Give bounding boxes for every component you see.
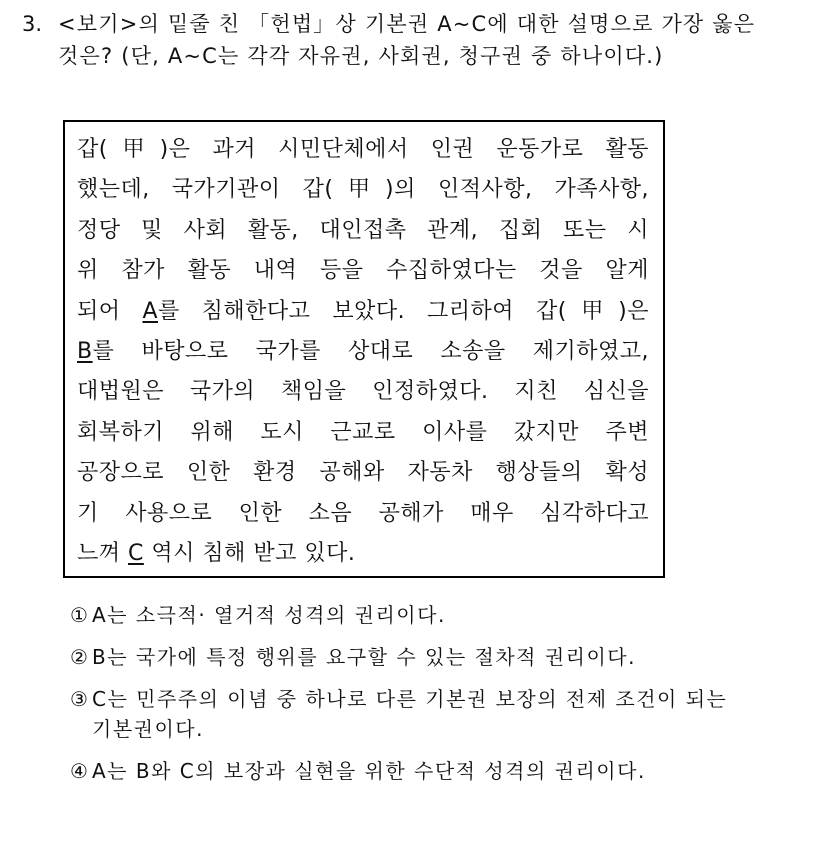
choice-3[interactable] bbox=[70, 684, 760, 744]
box-line: 했는데, 국가기관이 갑(甲)의 인적사항, 가족사항, bbox=[77, 177, 649, 203]
answer-choices bbox=[70, 600, 760, 798]
choice-number: ① bbox=[70, 603, 90, 627]
underlined-right-a: A bbox=[142, 298, 158, 324]
box-line: 느껴 C 역시 침해 받고 있다. bbox=[77, 541, 356, 567]
box-line: 정당 및 사회 활동, 대인접촉 관계, 집회 또는 시 bbox=[77, 217, 649, 243]
box-line: 회복하기 위해 도시 근교로 이사를 갔지만 주변 bbox=[77, 419, 649, 445]
choice-text: A는 소극적· 열거적 성격의 권리이다. bbox=[92, 603, 446, 627]
choice-2[interactable] bbox=[70, 642, 760, 672]
box-line: 갑(甲)은 과거 시민단체에서 인권 운동가로 활동 bbox=[77, 137, 649, 162]
choice-number: ③ bbox=[70, 687, 90, 711]
underlined-right-c: C bbox=[128, 541, 144, 567]
box-line: 공장으로 인한 환경 공해와 자동차 행상들의 확성 bbox=[77, 460, 649, 486]
choice-text: B는 국가에 특정 행위를 요구할 수 있는 절차적 권리이다. bbox=[92, 645, 636, 669]
choice-text: A는 B와 C의 보장과 실현을 위한 수단적 성격의 권리이다. bbox=[92, 759, 646, 783]
box-line: B를 바탕으로 국가를 상대로 소송을 제기하였고, bbox=[77, 339, 649, 365]
box-line: 기 사용으로 인한 소음 공해가 매우 심각하다고 bbox=[77, 500, 649, 526]
choice-4[interactable] bbox=[70, 756, 760, 786]
choice-text: C는 민주주의 이념 중 하나로 다른 기본권 보장의 전제 조건이 되는 기본권이다. bbox=[92, 687, 728, 741]
question-text: <보기>의 밑줄 친 「헌법」상 기본권 A~C에 대한 설명으로 가장 옳은 것은? (단, A~C는 각각 자유권, 사회권, 청구권 중 하나이다.) bbox=[58, 12, 756, 68]
example-box bbox=[63, 120, 665, 578]
box-line: 되어 A를 침해한다고 보았다. 그리하여 갑(甲)은 bbox=[77, 298, 649, 324]
box-line: 대법원은 국가의 책임을 인정하였다. 지친 심신을 bbox=[77, 379, 649, 405]
choice-number: ② bbox=[70, 645, 90, 669]
question-number: 3. bbox=[22, 12, 43, 36]
box-line: 위 참가 활동 내역 등을 수집하였다는 것을 알게 bbox=[77, 258, 649, 284]
choice-number: ④ bbox=[70, 759, 90, 783]
choice-1[interactable] bbox=[70, 600, 760, 630]
underlined-right-b: B bbox=[77, 339, 93, 365]
